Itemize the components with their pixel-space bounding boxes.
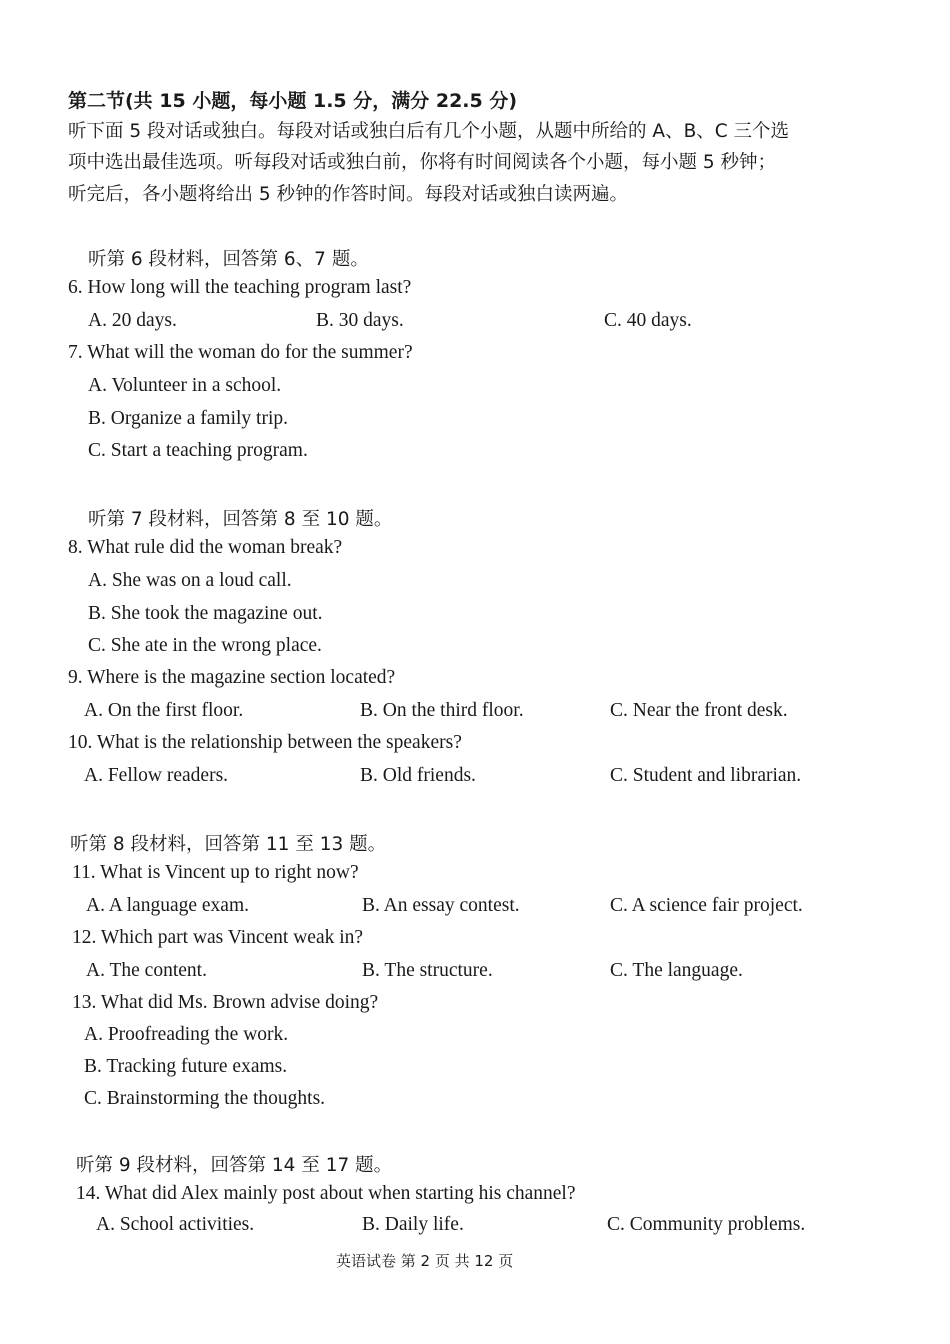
group-intro: 听第 8 段材料，回答第 11 至 13 题。	[70, 834, 387, 855]
question-10: 10. What is the relationship between the speakers?	[68, 732, 462, 753]
option-13-b: B. Tracking future exams.	[84, 1056, 288, 1077]
option-11-c: C. A science fair project.	[610, 895, 803, 916]
group-intro: 听第 6 段材料，回答第 6、7 题。	[88, 249, 369, 270]
option-13-c: C. Brainstorming the thoughts.	[84, 1088, 326, 1109]
option-12-a: A. The content.	[86, 960, 207, 981]
option-10-a: A. Fellow readers.	[84, 765, 229, 786]
instructions-line-3: 听完后，各小题将给出 5 秒钟的作答时间。每段对话或独白读两遍。	[68, 184, 629, 205]
question-12: 12. Which part was Vincent weak in?	[72, 927, 364, 948]
instructions-line-2: 项中选出最佳选项。听每段对话或独白前，你将有时间阅读各个小题，每小题 5 秒钟；	[68, 152, 777, 173]
option-7-b: B. Organize a family trip.	[88, 408, 288, 429]
option-13-a: A. Proofreading the work.	[84, 1024, 289, 1045]
section-heading: 第二节(共 15 小题，每小题 1.5 分，满分 22.5 分)	[68, 90, 518, 112]
option-6-b: B. 30 days.	[316, 310, 404, 331]
question-11: 11. What is Vincent up to right now?	[72, 862, 359, 883]
option-12-c: C. The language.	[610, 960, 743, 981]
group-intro: 听第 9 段材料，回答第 14 至 17 题。	[76, 1155, 393, 1176]
option-14-c: C. Community problems.	[607, 1214, 806, 1235]
option-7-a: A. Volunteer in a school.	[88, 375, 282, 396]
option-8-a: A. She was on a loud call.	[88, 570, 292, 591]
option-10-b: B. Old friends.	[360, 765, 476, 786]
group-intro: 听第 7 段材料，回答第 8 至 10 题。	[88, 509, 393, 530]
question-13: 13. What did Ms. Brown advise doing?	[72, 992, 379, 1013]
question-14: 14. What did Alex mainly post about when starting his channel?	[76, 1183, 576, 1204]
option-8-c: C. She ate in the wrong place.	[88, 635, 322, 656]
option-9-c: C. Near the front desk.	[610, 700, 788, 721]
option-12-b: B. The structure.	[362, 960, 493, 981]
option-11-b: B. An essay contest.	[362, 895, 520, 916]
question-9: 9. Where is the magazine section located?	[68, 667, 396, 688]
question-8: 8. What rule did the woman break?	[68, 537, 343, 558]
option-11-a: A. A language exam.	[86, 895, 249, 916]
option-6-c: C. 40 days.	[604, 310, 692, 331]
option-14-b: B. Daily life.	[362, 1214, 464, 1235]
page-footer: 英语试卷 第 2 页 共 12 页	[336, 1252, 514, 1270]
option-9-a: A. On the first floor.	[84, 700, 244, 721]
option-10-c: C. Student and librarian.	[610, 765, 802, 786]
instructions-line-1: 听下面 5 段对话或独白。每段对话或独白后有几个小题，从题中所给的 A、B、C 三个选	[68, 121, 790, 142]
option-14-a: A. School activities.	[96, 1214, 255, 1235]
option-8-b: B. She took the magazine out.	[88, 603, 323, 624]
option-6-a: A. 20 days.	[88, 310, 177, 331]
question-7: 7. What will the woman do for the summer?	[68, 342, 413, 363]
option-9-b: B. On the third floor.	[360, 700, 524, 721]
question-6: 6. How long will the teaching program last?	[68, 277, 412, 298]
option-7-c: C. Start a teaching program.	[88, 440, 308, 461]
